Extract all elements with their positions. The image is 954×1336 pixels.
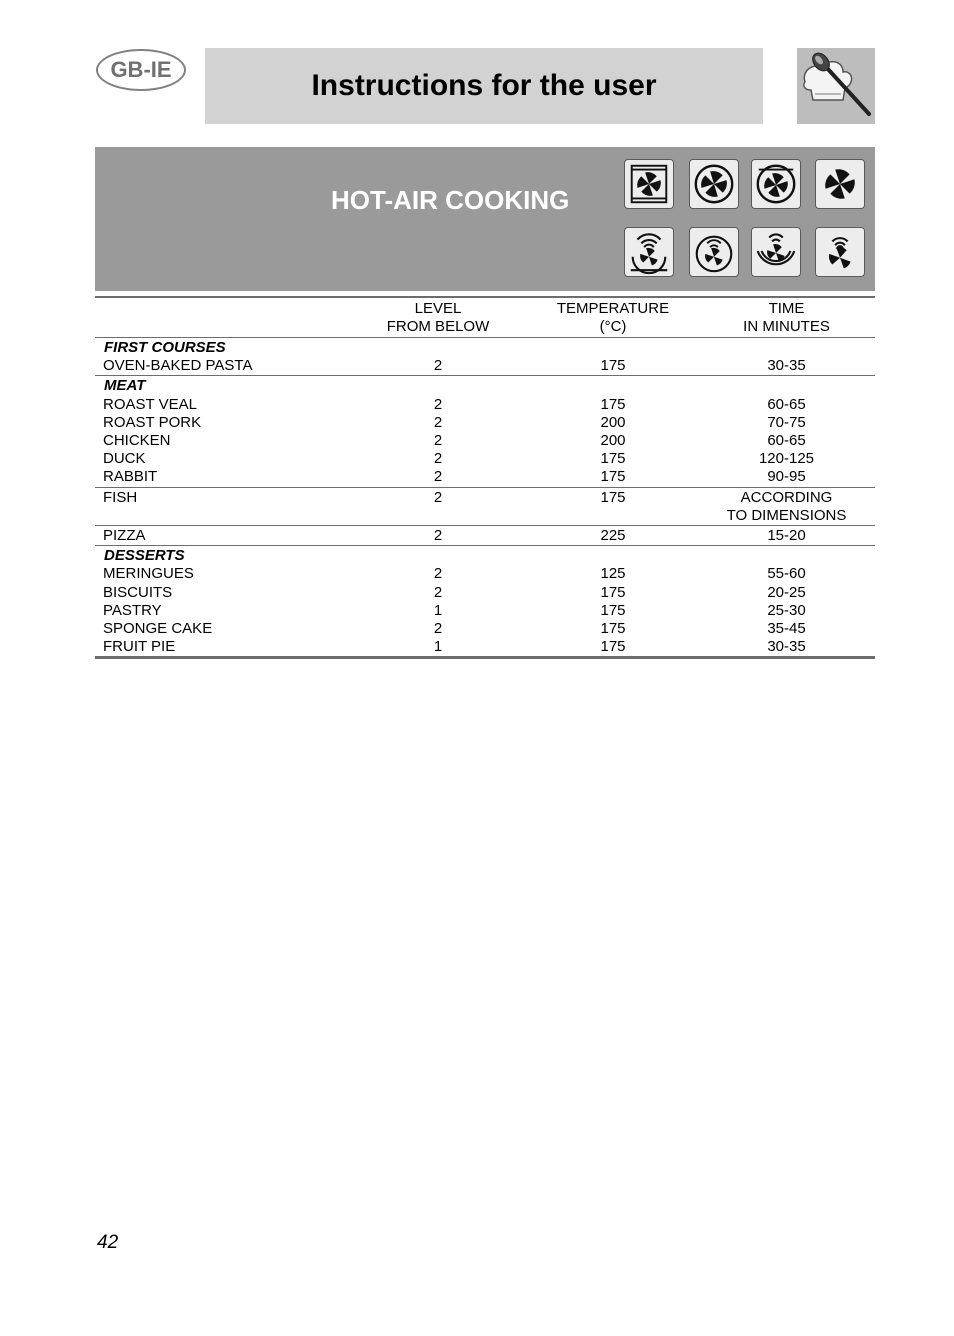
- temperature-cell: 175: [600, 488, 626, 506]
- page-header: [205, 48, 763, 124]
- temperature-cell: 175: [600, 583, 626, 601]
- temperature-cell: 225: [600, 527, 626, 545]
- food-name-cell: ROAST PORK: [103, 413, 202, 431]
- time-cell: 15-20: [767, 527, 806, 545]
- table-row: [95, 396, 875, 414]
- page-title: Instructions for the user: [311, 69, 657, 102]
- header-temperature: TEMPERATURE (°C): [556, 300, 670, 335]
- page-number: 42: [97, 1232, 119, 1253]
- category-label: FIRST COURSES: [104, 339, 226, 356]
- time-cell: 25-30: [767, 601, 806, 619]
- table-row: [95, 432, 875, 450]
- food-name-cell: CHICKEN: [103, 432, 171, 450]
- time-cell: 30-35: [767, 638, 806, 656]
- level-cell: 2: [433, 395, 443, 413]
- cooking-table: [95, 296, 875, 659]
- level-cell: 2: [433, 357, 443, 375]
- time-cell: 120-125: [758, 450, 815, 468]
- level-cell: 2: [433, 565, 443, 583]
- table-row: [95, 468, 875, 487]
- food-name-cell: RABBIT: [103, 468, 158, 486]
- time-cell: 20-25: [767, 583, 806, 601]
- food-name-cell: SPONGE CAKE: [103, 620, 213, 638]
- table-group: [95, 526, 875, 546]
- fan-circle-icon: [689, 159, 739, 209]
- temperature-cell: 175: [600, 450, 626, 468]
- temperature-cell: 200: [600, 413, 626, 431]
- food-name-cell: DUCK: [103, 450, 146, 468]
- time-cell: 35-45: [767, 620, 806, 638]
- level-cell: 2: [433, 527, 443, 545]
- food-name-cell: ROAST VEAL: [103, 395, 197, 413]
- language-badge: GB-IE: [96, 49, 186, 91]
- table-row: [95, 602, 875, 620]
- fan-radiant-element-icon: [624, 227, 674, 277]
- level-cell: 1: [433, 638, 443, 656]
- level-cell: 2: [433, 413, 443, 431]
- level-cell: 2: [433, 620, 443, 638]
- food-name-cell: FISH: [103, 488, 138, 506]
- table-row: [95, 620, 875, 638]
- time-cell: 55-60: [767, 565, 806, 583]
- food-name-cell: BISCUITS: [103, 583, 173, 601]
- fan-radiant-ring-icon: [751, 227, 801, 277]
- time-line: ACCORDING: [740, 488, 833, 506]
- level-cell: 2: [433, 432, 443, 450]
- food-name-cell: MERINGUES: [103, 565, 194, 583]
- header-level: LEVEL FROM BELOW: [386, 300, 490, 335]
- table-group: [95, 487, 875, 525]
- section-title: HOT-AIR COOKING: [331, 185, 570, 215]
- header-food: [95, 297, 348, 338]
- time-cell: 30-35: [767, 357, 806, 375]
- table-row: [95, 414, 875, 432]
- temperature-cell: 125: [600, 565, 626, 583]
- section-banner: [95, 147, 875, 291]
- table-row: [95, 487, 875, 525]
- time-cell: 70-75: [767, 413, 806, 431]
- level-cell: 2: [433, 468, 443, 486]
- table-row: [95, 357, 875, 376]
- table-group: [95, 546, 875, 658]
- table-row: [95, 565, 875, 583]
- temperature-cell: 175: [600, 638, 626, 656]
- table-row: [95, 526, 875, 546]
- table-row: [95, 638, 875, 658]
- temperature-cell: 175: [600, 468, 626, 486]
- category-label: DESSERTS: [104, 547, 185, 565]
- fan-grill-icon: [751, 159, 801, 209]
- level-cell: 2: [433, 583, 443, 601]
- temperature-cell: 200: [600, 432, 626, 450]
- fan-icon: [815, 159, 865, 209]
- spoon-chef-hat-icon: [797, 48, 875, 124]
- temperature-cell: 175: [600, 620, 626, 638]
- food-name-cell: OVEN-BAKED PASTA: [103, 357, 253, 375]
- table-row: [95, 450, 875, 468]
- table-group: [95, 376, 875, 487]
- food-name-cell: PIZZA: [103, 527, 146, 545]
- category-label: MEAT: [104, 377, 146, 395]
- temperature-cell: 175: [600, 357, 626, 375]
- header-time: TIME IN MINUTES: [743, 300, 830, 335]
- table-header-row: [95, 297, 875, 338]
- category-row: [95, 338, 875, 358]
- level-cell: 1: [433, 601, 443, 619]
- table-row: [95, 584, 875, 602]
- time-cell: [698, 487, 875, 525]
- food-name-cell: PASTRY: [103, 601, 162, 619]
- fan-radiant-circle-icon: [689, 227, 739, 277]
- level-cell: 2: [433, 488, 443, 506]
- fan-radiant-icon: [815, 227, 865, 277]
- time-cell: 60-65: [767, 395, 806, 413]
- time-line: TO DIMENSIONS: [726, 506, 847, 524]
- temperature-cell: 175: [600, 395, 626, 413]
- time-cell: 90-95: [767, 468, 806, 486]
- food-name-cell: FRUIT PIE: [103, 638, 176, 656]
- level-cell: 2: [433, 450, 443, 468]
- category-row: [95, 376, 875, 396]
- table-group: [95, 338, 875, 376]
- category-row: [95, 546, 875, 566]
- fan-element-icon: [624, 159, 674, 209]
- temperature-cell: 175: [600, 601, 626, 619]
- time-cell: 60-65: [767, 432, 806, 450]
